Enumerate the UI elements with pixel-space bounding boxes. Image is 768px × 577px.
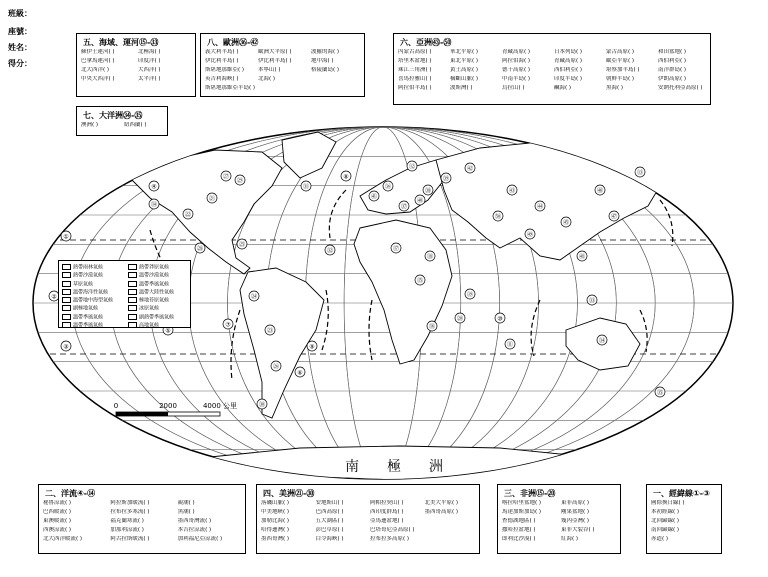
map-marker-number: ⑫ <box>408 163 416 171</box>
map-marker-number: ⑱ <box>426 253 434 261</box>
box-europe-title: 八、歐洲㊱-㊷ <box>207 38 259 47</box>
europe-item: 格陵蘭島( ) <box>311 67 340 73</box>
map-marker-number: ㊴ <box>442 175 450 183</box>
legend-swatch-icon <box>128 314 137 320</box>
currents-item: 西澳涼流( ) <box>43 527 72 533</box>
asia-item: 阿拉伯海( ) <box>502 58 531 64</box>
map-marker <box>415 195 425 205</box>
map-marker-number: ㊳ <box>424 187 432 195</box>
scale-bar <box>108 398 238 424</box>
box-seas-title: 五、海域、運河⑮-㉝ <box>83 38 159 47</box>
legend-swatch-icon <box>62 305 71 311</box>
seas-item: 北大西洋( ) <box>81 67 110 73</box>
legend-label: 溫帶地中海型氣候 <box>73 297 114 304</box>
asia-item: 南洋群島( ) <box>658 67 687 73</box>
scale-label-4000: 4000 公里 <box>202 402 238 410</box>
map-marker-number: ㉜ <box>326 247 334 255</box>
legend-label: 溫帶海洋性氣候 <box>73 289 109 296</box>
legend-label: 溫帶季風氣候 <box>73 322 104 329</box>
legend-label: 高地氣候 <box>139 322 160 329</box>
europe-item: 英吉利海峽( ) <box>205 76 239 82</box>
currents-item: 加利福尼亞涼流( ) <box>177 536 223 542</box>
asia-item: 黃土高原( ) <box>450 67 479 73</box>
africa-item: 紅海( ) <box>561 536 579 542</box>
seat-label: 座號： <box>8 27 32 36</box>
scale-label-2000: 2000 <box>159 402 177 410</box>
map-marker <box>149 199 159 209</box>
legend-swatch-icon <box>128 281 137 287</box>
asia-item: 德干高原( ) <box>502 67 531 73</box>
asia-item: 堪察加半島( ) <box>606 67 640 73</box>
legend-swatch-icon <box>128 322 137 328</box>
americas-item: 西印度群島( ) <box>370 509 404 515</box>
legend-swatch-icon <box>62 281 71 287</box>
africa-item: 東非大裂谷( ) <box>561 527 595 533</box>
map-marker-number: ⑭ <box>150 201 158 209</box>
map-marker <box>223 319 233 329</box>
currents-item: 阿古拉斯暖流( ) <box>110 536 150 542</box>
seas-item: 北極海( ) <box>138 49 161 55</box>
legend-label: 草原氣候 <box>73 281 94 288</box>
box-africa-title: 三、非洲⑮-⑳ <box>504 489 556 498</box>
map-marker-number: ㉓ <box>266 327 274 335</box>
asia-item: 橫斷山脈( ) <box>450 76 479 82</box>
americas-item <box>425 527 478 534</box>
map-marker-number: ㊼ <box>610 213 618 221</box>
map-marker-number: ㉔ <box>250 293 258 301</box>
africa-item: 幾內亞灣( ) <box>561 518 590 524</box>
map-marker <box>415 275 425 285</box>
map-marker-number: ㉞ <box>598 337 606 345</box>
europe-item: 波羅的海( ) <box>311 49 340 55</box>
asia-item: 西伯利亞( ) <box>658 58 687 64</box>
legend-item <box>62 314 128 321</box>
africa-item: 喀拉哈里盆地( ) <box>502 500 542 506</box>
map-marker <box>207 193 217 203</box>
map-marker <box>655 387 665 397</box>
latlon-item: 赤道( ) <box>651 536 669 542</box>
map-marker-number: ⑪ <box>506 341 514 349</box>
map-marker-number: ⑧ <box>343 173 349 181</box>
legend-label: 溫帶季風氣候 <box>139 281 170 288</box>
map-marker-number: ⑨ <box>309 343 315 351</box>
asia-item: 喜馬拉雅山( ) <box>398 76 432 82</box>
map-marker <box>265 325 275 335</box>
map-marker <box>61 231 71 241</box>
map-marker <box>597 335 607 345</box>
oceania-item: 澳洲( ) <box>81 122 99 128</box>
legend-item <box>62 297 128 304</box>
americas-item: 墨西哥高原( ) <box>424 509 459 515</box>
map-marker <box>427 321 437 331</box>
map-marker <box>423 185 433 195</box>
asia-item: 青藏高原( ) <box>502 49 531 55</box>
map-marker <box>495 313 505 323</box>
map-marker <box>407 161 417 171</box>
americas-item: 加勒比海( ) <box>261 518 290 524</box>
legend-item <box>128 297 190 304</box>
box-asia-title: 六、亞洲㊸-㊿ <box>400 38 452 47</box>
currents-item: 阿拉斯加暖流( ) <box>110 500 150 506</box>
americas-item: 拉布拉多高原( ) <box>370 536 410 542</box>
map-marker <box>505 339 515 349</box>
legend-swatch-icon <box>62 264 71 270</box>
asia-item: 朝鮮半島( ) <box>606 76 635 82</box>
seas-item: 蘇伊士運河( ) <box>81 49 115 55</box>
asia-item: 黑海( ) <box>606 85 624 91</box>
name-label: 姓名： <box>8 43 32 52</box>
legend-item <box>62 289 128 296</box>
map-marker <box>369 191 379 201</box>
map-marker <box>61 341 71 351</box>
legend-label: 熱帶沙漠氣候 <box>73 272 104 279</box>
map-marker-number: ㉛ <box>302 183 310 191</box>
map-marker-number: ㊶ <box>370 193 378 201</box>
americas-item: 阿帕拉契山( ) <box>370 500 404 506</box>
legend-swatch-icon <box>128 272 137 278</box>
legend-swatch-icon <box>128 305 137 311</box>
map-marker <box>383 181 393 191</box>
americas-item: 安地斯山( ) <box>315 500 344 506</box>
legend-item <box>62 272 128 279</box>
map-marker-number: ㊱ <box>384 183 392 191</box>
currents-item: 北大西洋暖流( ) <box>43 536 83 542</box>
map-marker <box>271 361 281 371</box>
legend-swatch-icon <box>62 314 71 320</box>
europe-item: 地中海( ) <box>311 58 334 64</box>
americas-item: 巴塔哥尼亞高原( ) <box>370 527 415 533</box>
seas-item: 大西洋( ) <box>138 67 161 73</box>
map-marker-number: ⑦ <box>225 321 231 329</box>
legend-swatch-icon <box>128 289 137 295</box>
americas-item: 中美地峽( ) <box>261 509 290 515</box>
map-marker-number: ㉖ <box>272 363 280 371</box>
africa-item: 剛果盆地( ) <box>561 509 590 515</box>
europe-item: 伊比利半島( ) <box>205 58 239 64</box>
box-oceania-title: 七、大洋洲㉞-㉟ <box>83 111 143 120</box>
asia-item: 阿拉伯半島( ) <box>398 85 432 91</box>
legend-label: 熱帶莽原氣候 <box>139 264 170 271</box>
asia-item: 波斯灣( ) <box>450 85 473 91</box>
africa-item: 撒哈拉盆地( ) <box>502 527 536 533</box>
box-seas <box>76 33 196 97</box>
americas-item: 彭巴草原( ) <box>315 527 344 533</box>
legend-swatch-icon <box>128 264 137 270</box>
currents-item: 墨西哥灣流( ) <box>177 518 212 524</box>
map-marker <box>149 181 159 191</box>
asia-item: 蒙古高原( ) <box>606 49 635 55</box>
map-marker-number: ㉘ <box>196 245 204 253</box>
europe-item: 伊比利半島( ) <box>258 58 292 64</box>
currents-item: 拉布拉多寒流( ) <box>110 509 150 515</box>
seas-item: 印度洋( ) <box>138 58 161 64</box>
box-latlon <box>646 484 722 554</box>
americas-item: 墨西哥灣( ) <box>261 536 290 542</box>
map-marker-number: ㉚ <box>258 401 266 409</box>
legend-item <box>62 281 128 288</box>
box-latlon-title: 一、經緯線①-③ <box>653 489 710 498</box>
seas-item: 中央大西洋( ) <box>81 76 115 82</box>
americas-item: 巴西高原( ) <box>315 509 344 515</box>
antarctica-label: 南 極 洲 <box>345 459 443 475</box>
asia-item: 塔里木盆地( ) <box>398 58 432 64</box>
legend-item <box>128 281 190 288</box>
oceania-item: 紐西蘭( ) <box>124 122 147 128</box>
map-marker-number: ㊾ <box>526 231 534 239</box>
map-marker <box>587 295 597 305</box>
legend-label: 副極地氣候 <box>73 305 99 312</box>
africa-item: 即利比沙漠( ) <box>502 536 536 542</box>
map-marker-number: ㉝ <box>588 297 596 305</box>
americas-item: 哈得遜灣( ) <box>261 527 290 533</box>
asia-item: 東北平原( ) <box>450 58 479 64</box>
legend-item <box>128 264 190 271</box>
latlon-item: 國際換日線( ) <box>651 500 685 506</box>
map-marker-number: ① <box>63 233 69 241</box>
map-marker <box>441 173 451 183</box>
map-marker-number: ⑥ <box>297 369 303 377</box>
legend-swatch-icon <box>62 272 71 278</box>
legend-item <box>128 322 190 329</box>
seas-item: 太平洋( ) <box>138 76 161 82</box>
americas-item <box>425 518 478 525</box>
map-marker <box>595 185 605 195</box>
map-marker <box>307 341 317 351</box>
map-marker-number: ㉒ <box>184 211 192 219</box>
map-marker <box>535 201 545 211</box>
africa-item: 東非高原( ) <box>561 500 590 506</box>
legend-label: 極地苔原氣候 <box>139 297 170 304</box>
score-label: 得分： <box>8 59 32 68</box>
map-marker <box>635 167 645 177</box>
europe-item: 歐洲大平原( ) <box>258 49 292 55</box>
map-marker-number: ⑰ <box>392 245 400 253</box>
asia-item: 內蒙古高原( ) <box>398 49 432 55</box>
map-marker <box>301 181 311 191</box>
map-marker <box>341 171 351 181</box>
currents-item: 親潮( ) <box>177 500 195 506</box>
box-europe <box>200 33 365 97</box>
legend-label: 溫帶季風氣候 <box>73 314 104 321</box>
map-marker <box>465 289 475 299</box>
americas-item: 白令海峽( ) <box>315 536 344 542</box>
map-marker-number: ⑳ <box>456 315 464 323</box>
europe-item: 北海( ) <box>258 76 276 82</box>
legend-swatch-icon <box>62 322 71 328</box>
seas-item: 巴拿馬運河( ) <box>81 58 115 64</box>
europe-item <box>258 85 309 92</box>
asia-item: 鹹海( ) <box>554 85 572 91</box>
map-marker-number: ㊺ <box>562 219 570 227</box>
asia-item: 青藏高原( ) <box>554 58 583 64</box>
legend-item <box>128 272 190 279</box>
legend-item <box>128 289 190 296</box>
americas-item: 五大湖區( ) <box>315 518 344 524</box>
map-marker-number: ② <box>51 293 57 301</box>
americas-item <box>425 536 478 543</box>
legend-item <box>128 305 190 312</box>
legend-label: 溫帶沙漠氣候 <box>139 272 170 279</box>
currents-item: 黑潮( ) <box>177 509 195 515</box>
map-marker <box>221 171 231 181</box>
class-label: 班級： <box>8 9 32 18</box>
map-marker-number: ㉟ <box>656 389 664 397</box>
currents-item: 東澳暖流( ) <box>43 518 72 524</box>
map-marker <box>525 229 535 239</box>
asia-item: 伊朗高原( ) <box>658 76 687 82</box>
currents-item: 福克蘭寒流( ) <box>110 518 144 524</box>
asia-item: 珠江三角洲( ) <box>398 67 432 73</box>
map-marker-number: ㊷ <box>466 165 474 173</box>
map-marker-number: ㊲ <box>400 203 408 211</box>
map-marker <box>391 243 401 253</box>
asia-item: 歐亞平原( ) <box>606 58 635 64</box>
asia-item: 印度半島( ) <box>554 76 583 82</box>
map-marker <box>195 243 205 253</box>
legend-item <box>128 314 190 321</box>
box-americas <box>256 484 480 554</box>
map-marker <box>493 211 503 221</box>
map-marker-number: ④ <box>151 183 157 191</box>
map-marker <box>577 251 587 261</box>
map-marker-number: ㊽ <box>578 253 586 261</box>
europe-item: 本寧山( ) <box>258 67 281 73</box>
africa-item: 馬達加斯加島( ) <box>502 509 542 515</box>
legend-label: 熱帶雨林氣候 <box>73 264 104 271</box>
map-marker-number: ㊸ <box>508 187 516 195</box>
africa-item: 查德湖地區( ) <box>502 518 536 524</box>
map-marker-number: ㊻ <box>596 187 604 195</box>
map-marker <box>465 163 475 173</box>
currents-item: 本吉拉涼流( ) <box>177 527 212 533</box>
currents-item: 秘魯涼流( ) <box>43 500 72 506</box>
scale-label-0: 0 <box>113 402 119 410</box>
europe-item: 斯堪地那維亞( ) <box>205 67 245 73</box>
map-marker-number: ⑩ <box>497 315 503 323</box>
map-marker-number: ㉕ <box>238 241 246 249</box>
map-marker <box>249 291 259 301</box>
map-marker <box>609 211 619 221</box>
asia-item: 安納托利亞高原( ) <box>658 85 703 91</box>
map-marker <box>425 251 435 261</box>
europe-item: 斯堪地那維亞半島( ) <box>205 85 256 91</box>
legend-label: 副熱帶季風氣候 <box>139 314 175 321</box>
map-marker-number: ③ <box>63 343 69 351</box>
asia-item: 西伯利亞( ) <box>554 67 583 73</box>
map-marker-number: ⑤ <box>165 327 171 335</box>
americas-item: 亞馬遜盆地( ) <box>370 518 404 524</box>
europe-item <box>311 76 362 83</box>
map-marker <box>507 185 517 195</box>
latlon-item: 北回歸線( ) <box>651 518 680 524</box>
map-marker-number: ㉑ <box>208 195 216 203</box>
map-marker <box>455 313 465 323</box>
map-marker <box>257 399 267 409</box>
currents-item: 巴西暖流( ) <box>43 509 72 515</box>
asia-item: 日本列島( ) <box>554 49 583 55</box>
map-marker <box>325 245 335 255</box>
box-oceania <box>76 106 168 136</box>
box-asia <box>393 33 711 105</box>
map-marker-number: ㊵ <box>416 197 424 205</box>
map-marker-number: ㊿ <box>494 213 502 221</box>
map-marker <box>183 209 193 219</box>
legend-label: 溫帶大陸性氣候 <box>139 289 175 296</box>
europe-item <box>311 85 362 92</box>
americas-item: 北美大平原( ) <box>424 500 459 506</box>
map-marker <box>237 239 247 249</box>
box-currents <box>38 484 246 554</box>
map-marker-number: ⑯ <box>428 323 436 331</box>
asia-item: 中南半島( ) <box>502 76 531 82</box>
legend-item <box>62 264 128 271</box>
map-marker-number: ㉙ <box>236 177 244 185</box>
asia-item: 華北平原( ) <box>450 49 479 55</box>
legend-item <box>62 322 128 329</box>
americas-item: 落磯山脈( ) <box>261 500 290 506</box>
europe-item: 義大利半島( ) <box>205 49 239 55</box>
map-marker <box>235 175 245 185</box>
box-africa <box>497 484 621 554</box>
asia-item: 和田盆地( ) <box>658 49 687 55</box>
map-marker <box>399 201 409 211</box>
legend-item <box>62 305 128 312</box>
legend-label: 冰原氣候 <box>139 305 160 312</box>
map-marker-number: ㊹ <box>536 203 544 211</box>
map-marker-number: ⑲ <box>466 291 474 299</box>
latlon-item: 南回歸線( ) <box>651 527 680 533</box>
box-currents-title: 二、洋流④-⑭ <box>45 489 96 498</box>
legend-swatch-icon <box>62 289 71 295</box>
map-marker-number: ⑮ <box>416 277 424 285</box>
legend-swatch-icon <box>62 297 71 303</box>
map-marker-number: ⑬ <box>636 169 644 177</box>
latlon-item: 本初經線( ) <box>651 509 680 515</box>
map-marker <box>295 367 305 377</box>
currents-item: 加那利涼流( ) <box>110 527 144 533</box>
asia-item: 烏拉山( ) <box>502 85 525 91</box>
box-americas-title: 四、美洲㉑-㉚ <box>263 489 315 498</box>
legend-swatch-icon <box>128 297 137 303</box>
map-marker-number: ㉗ <box>222 173 230 181</box>
map-marker <box>561 217 571 227</box>
climate-legend <box>58 260 191 328</box>
